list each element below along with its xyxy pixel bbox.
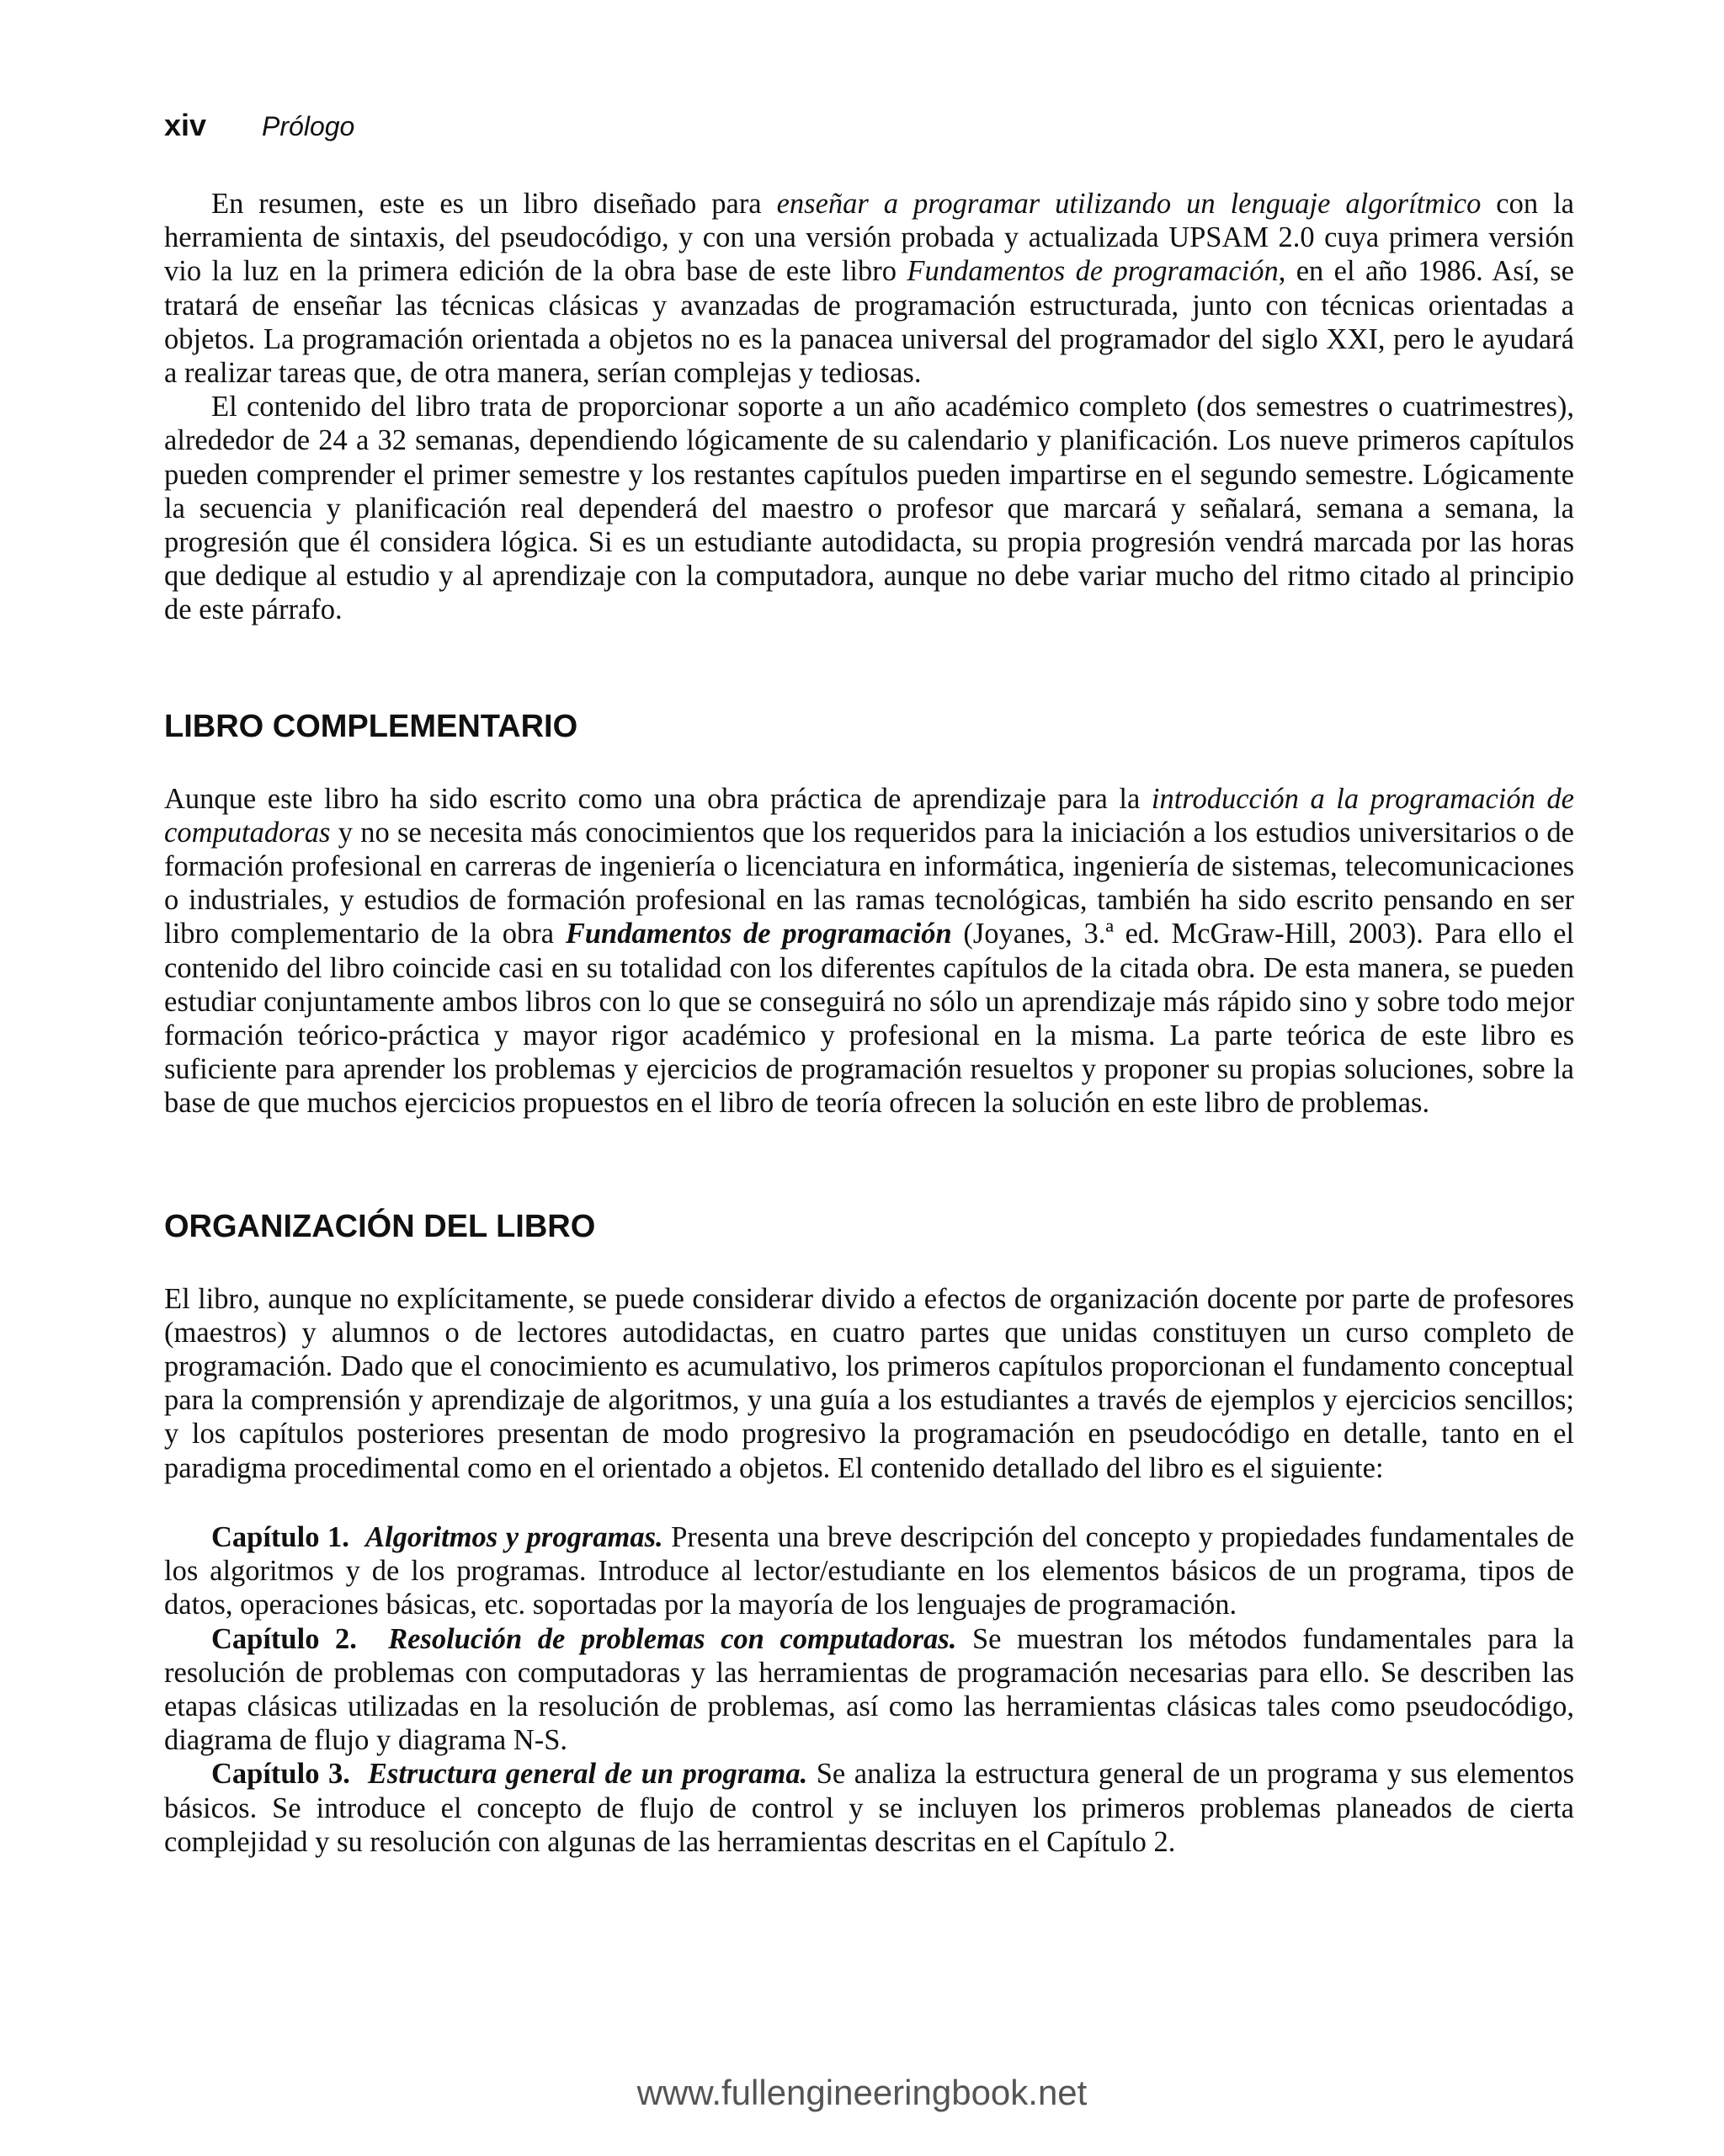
running-header <box>164 108 354 150</box>
section-heading-libro-complementario: LIBRO COMPLEMENTARIO <box>164 708 578 744</box>
chapter-title: Estructura general de un programa. <box>367 1758 808 1791</box>
text-run: Aunque este libro ha sido escrito como una obra práctica de aprendizaje para la <box>164 782 1152 815</box>
section-heading-organizacion-del-libro: ORGANIZACIÓN DEL LIBRO <box>164 1208 596 1244</box>
intro-paragraph-1 <box>164 187 1574 390</box>
page-body <box>164 187 1574 1859</box>
chapter-list <box>164 1520 1574 1859</box>
italic-phrase: enseñar a programar utilizando un lenguaje algorítmico <box>776 188 1482 220</box>
page-number: xiv <box>164 108 207 142</box>
chapter-description: Presenta una breve descripción del concepto y propiedades fundamentales de los algoritmos y de los programas. Introduce al lector/estudiante en los elementos básicos de un programa, tipos de datos, operaciones básicas, etc. soportadas por la mayoría de los lenguajes de programación. <box>164 1520 1575 1621</box>
chapter-title: Resolución de problemas con computadoras. <box>388 1622 957 1655</box>
chapter-label: Capítulo 1. <box>211 1520 349 1553</box>
intro-paragraph-2: El contenido del libro trata de proporcionar soporte a un año académico completo (dos semestres o cuatrimestres), alrededor de 24 a 32 semanas, dependiendo lógicamente de su calendario y planificación. Los nueve primeros capítulos pueden comprender el primer semestre y los restantes capítulos pueden impartirse en el segundo semestre. Lógicamente la secuencia y planificación real dependerá del maestro o profesor que marcará y señalará, semana a semana, la progresión que él considera lógica. Si es un estudiante autodidacta, su propia progresión vendrá marcada por las horas que dedique al estudio y al aprendizaje con la computadora, aunque no debe variar mucho del ritmo citado al principio de este párrafo. <box>164 391 1574 626</box>
chapter-entry <box>164 1757 1574 1859</box>
chapter-title: Algoritmos y programas. <box>365 1520 663 1553</box>
text-run: y no se necesita más conocimientos que los requeridos para la iniciación a los estudios universitarios o de formación profesional en carreras de ingeniería o licenciatura en informática, ingeniería de sistemas, telecomunicaciones o industriales, y estudios de formación profesional en las ramas tecnológicas, también ha sido escrito pensando en ser libro complementario de la obra <box>164 816 1574 950</box>
text-run: (Joyanes, 3.ª ed. McGraw-Hill, 2003). Para ello el contenido del libro coincide casi en su totalidad con los diferentes capítulos de la citada obra. De esta manera, se pueden estudiar conjuntamente ambos libros con lo que se conseguirá no sólo un aprendizaje más rápido sino y sobre todo mejor formación teórico-práctica y mayor rigor académico y profesional en la misma. La parte teórica de este libro es suficiente para aprender los problemas y ejercicios de programación resueltos y proponer su propias soluciones, sobre la base de que muchos ejercicios propuestos en el libro de teoría ofrecen la solución en este libro de problemas. <box>164 918 1574 1120</box>
complementario-paragraph <box>164 782 1574 1121</box>
text-run: con la herramienta de sintaxis, del pseudocódigo, y con una versión probada y actualizada UPSAM 2.0 cuya primera versión vio la luz en la primera edición de la obra base de este libro <box>164 188 1574 288</box>
book-title-italic: Fundamentos de programación <box>907 255 1279 288</box>
chapter-description: Se analiza la estructura general de un programa y sus elementos básicos. Se introduce el concepto de flujo de control y se incluyen los primeros problemas planeados de cierta complejidad y su resolución con algunas de las herramientas descritas en el Capítulo 2. <box>164 1758 1575 1858</box>
book-title-bold-italic: Fundamentos de programación <box>565 918 952 950</box>
running-title: Prólogo <box>262 111 355 141</box>
chapter-label: Capítulo 3. <box>211 1758 350 1791</box>
chapter-entry <box>164 1622 1574 1758</box>
text-run: , en el año 1986. Así, se tratará de enseñar las técnicas clásicas y avanzadas de programación estructurada, junto con técnicas orientadas a objetos. La programación orientada a objetos no es la panacea universal del programador del siglo XXI, pero le ayudará a realizar tareas que, de otra manera, serían complejas y tediosas. <box>164 255 1574 390</box>
organizacion-intro-paragraph: El libro, aunque no explícitamente, se puede considerar divido a efectos de organización docente por parte de profesores (maestros) y alumnos o de lectores autodidactas, en cuatro partes que unidas constituyen un curso completo de programación. Dado que el conocimiento es acumulativo, los primeros capítulos proporcionan el fundamento conceptual para la comprensión y aprendizaje de algoritmos, y una guía a los estudiantes a través de ejemplos y ejercicios sencillos; y los capítulos posteriores presentan de modo progresivo la programación en pseudocódigo en detalle, tanto en el paradigma procedimental como en el orientado a objetos. El contenido detallado del libro es el siguiente: <box>164 1282 1574 1484</box>
text-run: En resumen, este es un libro diseñado para <box>211 188 777 220</box>
chapter-label: Capítulo 2. <box>211 1622 357 1655</box>
footer-url: www.fullengineeringbook.net <box>636 2073 1088 2112</box>
italic-phrase: introducción a la programación de computadoras <box>164 782 1574 849</box>
chapter-description: Se muestran los métodos fundamentales para la resolución de problemas con computadoras y las herramientas de programación necesarias para ello. Se describen las etapas clásicas utilizadas en la resolución de problemas, así como las herramientas clásicas tales como pseudocódigo, diagrama de flujo y diagrama N-S. <box>164 1622 1575 1757</box>
chapter-entry <box>164 1520 1574 1622</box>
